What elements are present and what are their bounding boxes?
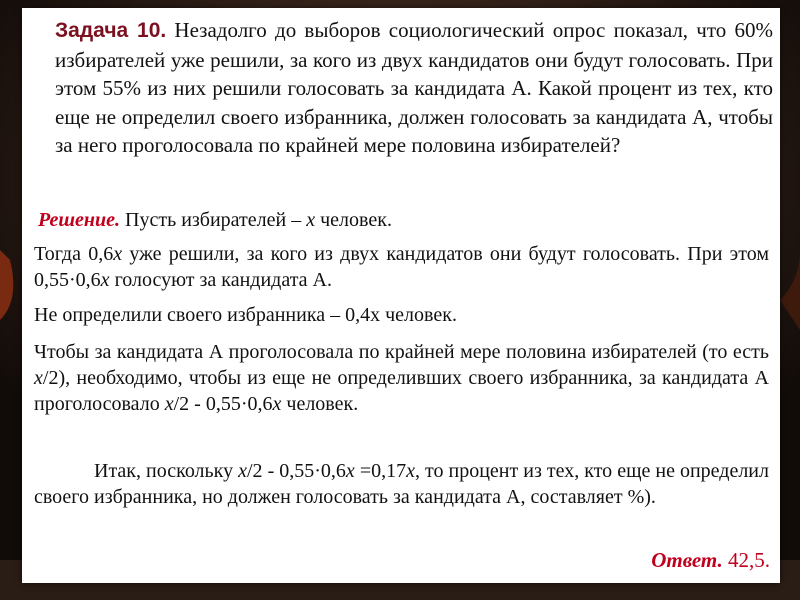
var-x: x xyxy=(238,460,247,482)
var-x: x xyxy=(306,209,316,231)
p5-text-c: =0,17 xyxy=(354,460,407,482)
problem-statement xyxy=(55,16,773,160)
var-x: x xyxy=(272,393,282,415)
solution-label: Решение. xyxy=(38,209,121,231)
slide-content xyxy=(22,8,780,583)
p2-text-a: Тогда 0,6 xyxy=(34,243,114,265)
var-x: x xyxy=(345,460,355,482)
solution-intro-text: Пусть избирателей – xyxy=(120,209,307,231)
answer xyxy=(651,548,770,573)
solution-paragraph-5 xyxy=(34,458,769,510)
answer-label: Ответ. xyxy=(651,548,723,572)
solution-paragraph-4 xyxy=(34,339,769,417)
solution-intro-end: человек. xyxy=(315,209,392,231)
solution-intro xyxy=(38,207,773,233)
answer-value: 42,5. xyxy=(722,548,770,572)
p2-text-b: уже решили, за кого из двух кандидатов они будут голосовать. При этом 0,55·0,6 xyxy=(34,243,769,291)
var-x: x xyxy=(113,243,123,265)
p2-text-c: голосуют за кандидата А. xyxy=(109,269,333,291)
p4-text-b: /2), необходимо, чтобы из еще не определивших своего избранника, за кандидата А проголосовало xyxy=(34,367,769,415)
p5-text-b: /2 - 0,55·0,6 xyxy=(247,460,346,482)
problem-label: Задача 10. xyxy=(55,19,167,42)
problem-text: Незадолго до выборов социологический опрос показал, что 60% избирателей уже решили, за кого из двух кандидатов они будут голосовать. При этом 55% из них решили голосовать за кандидата А. Какой процент из тех, кто еще не определил своего избранника, должен голосовать за кандидата А, чтобы за него проголосовала по крайней мере половина избирателей? xyxy=(55,18,773,157)
p4-text-c: /2 - 0,55·0,6 xyxy=(173,393,273,415)
var-x: x xyxy=(406,460,415,482)
p4-text-d: человек. xyxy=(281,393,359,415)
p4-text-a: Чтобы за кандидата А проголосовала по крайней мере половина избирателей (то есть xyxy=(34,341,769,363)
var-x: x xyxy=(34,367,43,389)
var-x: x xyxy=(100,269,110,291)
var-x: x xyxy=(164,393,174,415)
solution-paragraph-3: Не определили своего избранника – 0,4x человек. xyxy=(34,304,457,326)
p5-text-d: , то процент из тех, кто еще не определил своего избранника, но должен голосовать за кандидата А, составляет %). xyxy=(34,460,769,508)
p5-text-a: Итак, поскольку xyxy=(94,460,239,482)
solution-paragraph-2 xyxy=(34,241,769,293)
